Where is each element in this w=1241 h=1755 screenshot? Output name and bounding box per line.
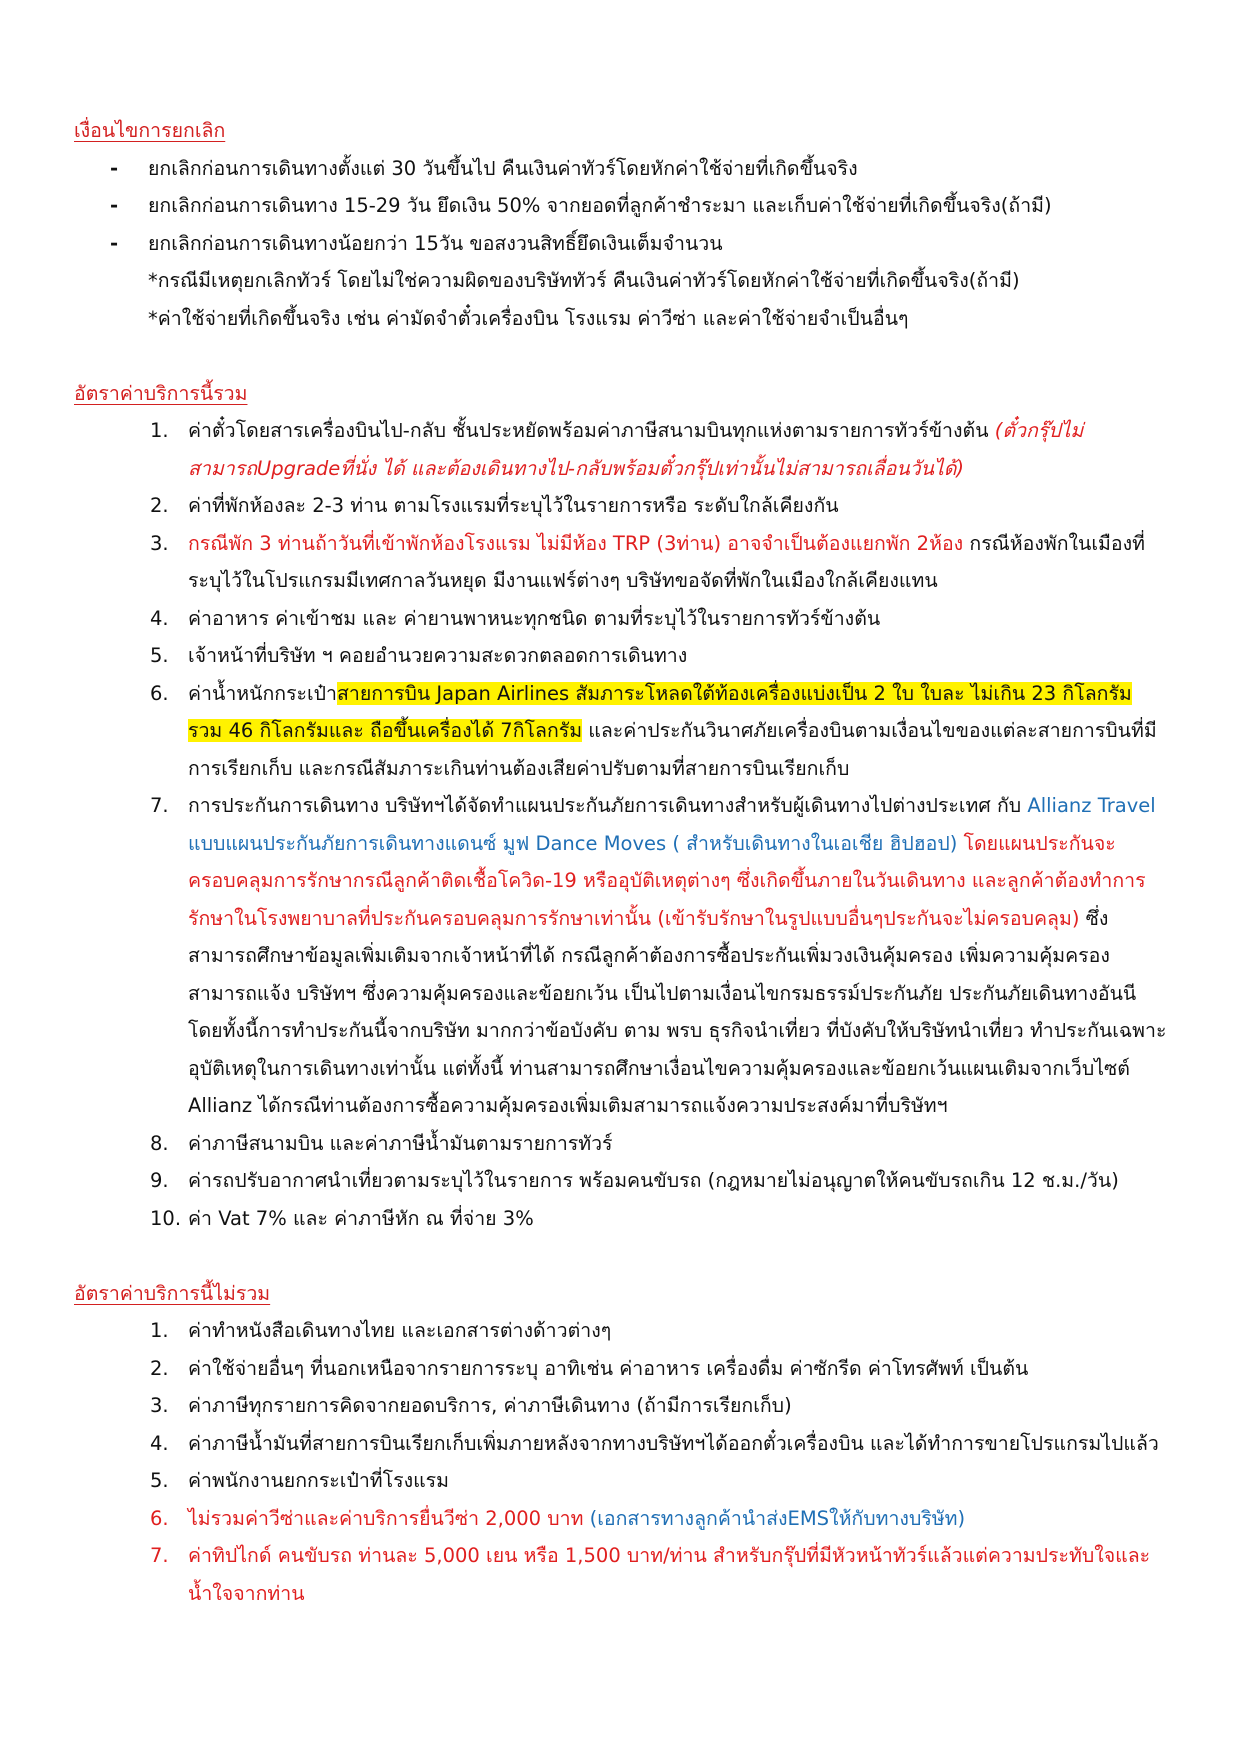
excluded-title: อัตราค่าบริการนี้ไม่รวม — [74, 1281, 271, 1305]
included-item — [74, 787, 1171, 1125]
item-text: ค่าภาษีทุกรายการคิดจากยอดบริการ, ค่าภาษีเดินทาง (ถ้ามีการเรียกเก็บ) — [188, 1394, 792, 1417]
included-item — [74, 637, 1171, 675]
item-number: 5. — [150, 644, 169, 667]
excluded-list — [74, 1312, 1171, 1612]
highlighted-text: สายการบิน Japan Airlines สัมภาระโหลดใต้ท้องเครื่องแบ่งเป็น 2 ใบ ใบละ ไม่เกิน 23 กิโลกรัม รวม 46 กิโลกรัมและ ถือขึ้นเครื่องได้ 7กิโลกรัม — [188, 681, 1132, 742]
cancellation-title: เงื่อนไขการยกเลิก — [74, 119, 226, 142]
item-text: และค่าประกันวินาศภัยเครื่องบินตามเงื่อนไขของแต่ละสายการบินที่มีการเรียกเก็บ และกรณีสัมภาระเกินท่านต้องเสียค่าปรับตามที่สายการบินเรียกเก็บ — [188, 719, 1157, 780]
item-text: ค่าพนักงานยกกระเป๋าที่โรงแรม — [188, 1469, 449, 1492]
included-item — [74, 675, 1171, 788]
item-number: 1. — [150, 419, 169, 442]
excluded-item — [74, 1462, 1171, 1500]
excluded-item — [74, 1350, 1171, 1388]
item-number: 9. — [150, 1169, 169, 1192]
included-item — [74, 487, 1171, 525]
item-warning-text: ไม่รวมค่าวีซ่าและค่าบริการยื่นวีซ่า 2,000 บาท — [188, 1506, 584, 1530]
item-number: 3. — [150, 531, 169, 555]
item-warning-text: ค่าทิปไกด์ คนขับรถ ท่านละ 5,000 เยน หรือ 1,500 บาท/ท่าน สำหรับกรุ๊ปที่มีหัวหน้าทัวร์แล้วแต่ความประทับใจและน้ำใจจากท่าน — [188, 1544, 1151, 1605]
dash-bullet-icon: - — [110, 194, 119, 217]
excluded-item — [74, 1425, 1171, 1463]
excluded-item — [74, 1387, 1171, 1425]
item-text: ค่าใช้จ่ายอื่นๆ ที่นอกเหนือจากรายการระบุ อาทิเช่น ค่าอาหาร เครื่องดื่ม ค่าซักรีด ค่าโทรศัพท์ เป็นต้น — [188, 1356, 1029, 1380]
item-note-text: (เอกสารทางลูกค้านำส่งEMSให้กับทางบริษัท) — [583, 1506, 966, 1530]
cancellation-item — [74, 150, 1171, 188]
dash-bullet-icon: - — [110, 231, 119, 255]
item-text: ค่าภาษีน้ำมันที่สายการบินเรียกเก็บเพิ่มภายหลังจากทางบริษัทฯได้ออกตั๋วเครื่องบิน และได้ทำการขายโปรแกรมไปแล้ว — [188, 1431, 1159, 1455]
item-text: ค่าอาหาร ค่าเข้าชม และ ค่ายานพาหนะทุกชนิด ตามที่ระบุไว้ในรายการทัวร์ข้างต้น — [188, 606, 881, 630]
included-item — [74, 1125, 1171, 1163]
item-number: 4. — [150, 606, 169, 630]
item-number: 6. — [150, 681, 169, 705]
item-text: การประกันการเดินทาง บริษัทฯได้จัดทำแผนประกันภัยการเดินทางสำหรับผู้เดินทางไปต่างประเทศ กับ — [188, 794, 1028, 817]
included-item — [74, 525, 1171, 600]
item-number: 7. — [150, 794, 169, 817]
item-number: 2. — [150, 1356, 169, 1380]
included-list — [74, 412, 1171, 1237]
item-number: 8. — [150, 1131, 169, 1155]
cancellation-note: *ค่าใช้จ่ายที่เกิดขึ้นจริง เช่น ค่ามัดจำตั๋วเครื่องบิน โรงแรม ค่าวีซ่า และค่าใช้จ่ายจำเป็นอื่นๆ — [148, 306, 909, 330]
included-item — [74, 600, 1171, 638]
cancellation-item — [74, 225, 1171, 263]
included-item — [74, 1162, 1171, 1200]
spacer — [74, 337, 1171, 375]
item-warning-text: โดยแผนประกันจะครอบคลุมการรักษากรณีลูกค้าติดเชื้อโควิด-19 หรืออุบัติเหตุต่างๆ ซึ่งเกิดขึ้นภายในวันเดินทาง และลูกค้าต้องทำการรักษาในโรงพยาบาลที่ประกันครอบคลุมการรักษาเท่านั้น (เข้ารับรักษาในรูปแบบอื่นๆประกันจะไม่ครอบคลุม) — [188, 831, 1146, 930]
excluded-item — [74, 1312, 1171, 1350]
item-text: เจ้าหน้าที่บริษัท ฯ คอยอำนวยความสะดวกตลอดการเดินทาง — [188, 644, 688, 667]
item-text: ค่ารถปรับอากาศนำเที่ยวตามระบุไว้ในรายการ พร้อมคนขับรถ (กฎหมายไม่อนุญาตให้คนขับรถเกิน 12 ช.ม./วัน) — [188, 1169, 1119, 1192]
item-text: ค่าที่พักห้องละ 2-3 ท่าน ตามโรงแรมที่ระบุไว้ในรายการหรือ ระดับใกล้เคียงกัน — [188, 494, 839, 517]
item-number: 4. — [150, 1431, 169, 1455]
item-number: 10. — [150, 1206, 182, 1230]
dash-bullet-icon: - — [110, 156, 119, 180]
cancellation-item-text: ยกเลิกก่อนการเดินทางตั้งแต่ 30 วันขึ้นไป คืนเงินค่าทัวร์โดยหักค่าใช้จ่ายที่เกิดขึ้นจริง — [148, 156, 858, 180]
cancellation-note: *กรณีมีเหตุยกเลิกทัวร์ โดยไม่ใช่ความผิดของบริษัททัวร์ คืนเงินค่าทัวร์โดยหักค่าใช้จ่ายที่เกิดขึ้นจริง(ถ้ามี) — [148, 269, 1020, 292]
spacer — [74, 1237, 1171, 1275]
item-text: กรณีห้องพักในเมืองที่ระบุไว้ในโปรแกรมมีเทศกาลวันหยุด มีงานแฟร์ต่างๆ บริษัทขอจัดที่พักในเมืองใกล้เคียงแทน — [188, 531, 1145, 592]
item-text: ค่า Vat 7% และ ค่าภาษีหัก ณ ที่จ่าย 3% — [188, 1206, 534, 1230]
item-number: 6. — [150, 1506, 169, 1530]
item-text: ค่าน้ำหนักกระเป๋า — [188, 681, 338, 705]
item-number: 3. — [150, 1394, 169, 1417]
item-number: 1. — [150, 1319, 169, 1342]
cancellation-list — [74, 150, 1171, 263]
included-item — [74, 412, 1171, 487]
cancellation-item-text: ยกเลิกก่อนการเดินทางน้อยกว่า 15วัน ขอสงวนสิทธิ์ยึดเงินเต็มจำนวน — [148, 231, 723, 255]
excluded-item — [74, 1500, 1171, 1538]
item-text: ค่าทำหนังสือเดินทางไทย และเอกสารต่างด้าวต่างๆ — [188, 1319, 612, 1342]
item-text: ค่าภาษีสนามบิน และค่าภาษีน้ำมันตามรายการทัวร์ — [188, 1131, 613, 1155]
item-number: 2. — [150, 494, 169, 517]
included-item — [74, 1200, 1171, 1238]
cancellation-item-text: ยกเลิกก่อนการเดินทาง 15-29 วัน ยึดเงิน 50% จากยอดที่ลูกค้าชำระมา และเก็บค่าใช้จ่ายที่เกิดขึ้นจริง(ถ้ามี) — [148, 194, 1052, 217]
excluded-item — [74, 1537, 1171, 1612]
item-warning-text: (ตั๋วกรุ๊ปไม่สามารถUpgradeที่นั่ง ได้ และต้องเดินทางไป-กลับพร้อมตั๋วกรุ๊ปเท่านั้นไม่สามารถเลื่อนวันได้) — [188, 419, 1084, 480]
item-text: ค่าตั๋วโดยสารเครื่องบินไป-กลับ ชั้นประหยัดพร้อมค่าภาษีสนามบินทุกแห่งตามรายการทัวร์ข้างต้น — [188, 419, 995, 442]
item-number: 7. — [150, 1544, 169, 1567]
included-title: อัตราค่าบริการนี้รวม — [74, 381, 248, 405]
item-text: ซึ่งสามารถศึกษาข้อมูลเพิ่มเติมจากเจ้าหน้าที่ได้ กรณีลูกค้าต้องการซื้อประกันเพิ่มวงเงินคุ้มครอง เพิ่มความคุ้มครองสามารถแจ้ง บริษัทฯ ซึ่งความคุ้มครองและข้อยกเว้น เป็นไปตามเงื่อนไขกรมธรรม์ประกันภัย ประกันภัยเดินทางอันนี โดยทั้งนี้การทำประกันนี้จากบริษัท มากกว่าข้อบังคับ ตาม พรบ ธุรกิจนำเที่ยว ที่บังคับให้บริษัทนำเที่ยว ทำประกันเฉพาะอุบัติเหตุในการเดินทางเท่านั้น แต่ทั้งนี้ ท่านสามารถศึกษาเงื่อนไขความคุ้มครองและข้อยกเว้นแผนเติมจากเว็บไซต์ Allianz ได้กรณีท่านต้องการซื้อความคุ้มครองเพิ่มเติมสามารถแจ้งความประสงค์มาที่บริษัทฯ — [188, 906, 1167, 1117]
insurance-plan-text: Allianz Travel แบบแผนประกันภัยการเดินทางแดนซ์ มูฟ Dance Moves ( สำหรับเดินทางในเอเชีย ฮิปฮอป) — [188, 794, 1156, 855]
item-warning-text: กรณีพัก 3 ท่านถ้าวันที่เข้าพักห้องโรงแรม ไม่มีห้อง TRP (3ท่าน) อาจจำเป็นต้องแยกพัก 2ห้อง — [188, 531, 964, 555]
cancellation-item — [74, 187, 1171, 225]
item-number: 5. — [150, 1469, 169, 1492]
